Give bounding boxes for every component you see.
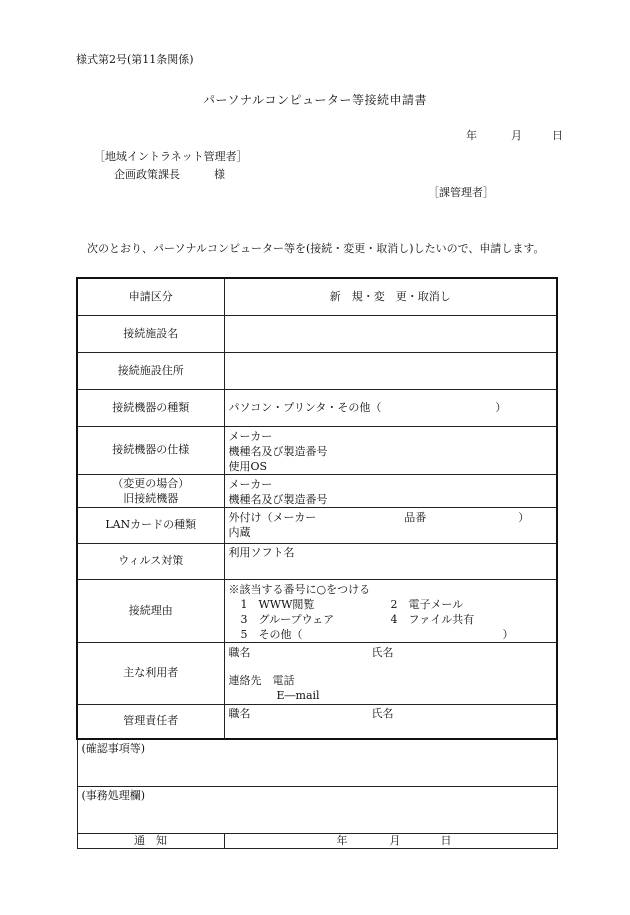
facility-address-field[interactable] — [224, 352, 557, 389]
lan-part-number: 品番 — [404, 510, 427, 524]
spec-maker: メーカー — [228, 429, 273, 443]
honorific: 様 — [214, 168, 225, 181]
virus-field[interactable] — [224, 543, 557, 579]
application-table — [76, 277, 558, 849]
virus-software: 利用ソフト名 — [228, 545, 295, 559]
facility-name-label: 接続施設名 — [77, 315, 224, 352]
user-contact: 連絡先 電話 — [228, 673, 295, 687]
manager-job-title: 職名 — [228, 706, 251, 720]
reason-email[interactable]: 2 電子メール — [390, 597, 464, 611]
spec-label: 接続機器の仕様 — [77, 426, 224, 474]
device-type-close: ） — [495, 400, 507, 414]
spec-os: 使用OS — [228, 459, 268, 473]
notice-day: 日 — [440, 833, 452, 847]
confirm-label: (確認事項等) — [81, 742, 146, 755]
device-type-field[interactable] — [224, 389, 557, 426]
intro-text: 次のとおり、パーソナルコンピューター等を(接続・変更・取消し)したいので、申請します。 — [87, 242, 545, 255]
facility-address-label: 接続施設住所 — [77, 352, 224, 389]
device-type-value: パソコン・プリンタ・その他（ — [228, 400, 382, 414]
reason-field[interactable] — [224, 579, 557, 642]
chief-title: 企画政策課長 — [114, 168, 180, 181]
application-date — [466, 129, 563, 142]
lan-internal: 内蔵 — [228, 525, 251, 539]
old-device-field[interactable] — [224, 474, 557, 507]
facility-name-field[interactable] — [224, 315, 557, 352]
device-type-label: 接続機器の種類 — [77, 389, 224, 426]
form-number: 様式第2号(第11条関係) — [76, 53, 194, 66]
addressee-chief — [114, 168, 225, 181]
user-field[interactable] — [224, 642, 557, 704]
user-name: 氏名 — [371, 645, 394, 659]
user-job-title: 職名 — [228, 645, 251, 659]
manager-name: 氏名 — [371, 706, 394, 720]
notice-label: 通 知 — [77, 833, 224, 848]
reason-close: ） — [502, 627, 514, 641]
old-device-title: 旧接続機器 — [123, 491, 179, 505]
user-label: 主な利用者 — [77, 642, 224, 704]
spec-field[interactable] — [224, 426, 557, 474]
reason-label: 接続理由 — [77, 579, 224, 642]
date-year: 年 — [466, 129, 477, 142]
type-value[interactable]: 新 規・変 更・取消し — [224, 278, 557, 315]
reason-www[interactable]: 1 WWW閲覧 — [240, 597, 315, 611]
reason-file-share[interactable]: 4 ファイル共有 — [390, 612, 475, 626]
virus-label: ウィルス対策 — [77, 543, 224, 579]
notice-month: 月 — [389, 833, 401, 847]
old-maker: メーカー — [228, 477, 273, 491]
office-field[interactable] — [77, 786, 557, 833]
applicant-section-manager: ［課管理者］ — [428, 186, 494, 199]
old-model: 機種名及び製造番号 — [228, 492, 328, 506]
lan-external: 外付け（メーカー — [228, 510, 317, 524]
reason-groupware[interactable]: 3 グループウェア — [240, 612, 335, 626]
old-device-label — [77, 474, 224, 507]
user-email: E―mail — [276, 688, 320, 702]
old-device-note: （変更の場合） — [112, 476, 190, 490]
manager-field[interactable] — [224, 704, 557, 739]
lan-label: LANカードの種類 — [77, 507, 224, 543]
reason-other[interactable]: 5 その他（ — [240, 627, 303, 641]
spec-model: 機種名及び製造番号 — [228, 444, 328, 458]
type-label: 申請区分 — [77, 278, 224, 315]
lan-close: ） — [518, 510, 530, 524]
page-title: パーソナルコンピューター等接続申請書 — [203, 93, 427, 107]
notice-date-field[interactable] — [224, 833, 557, 848]
date-day: 日 — [552, 129, 563, 142]
notice-year: 年 — [336, 833, 348, 847]
date-month: 月 — [511, 129, 522, 142]
manager-label: 管理責任者 — [77, 704, 224, 739]
reason-note: ※該当する番号に○をつける — [228, 582, 371, 596]
confirm-field[interactable] — [77, 739, 557, 786]
addressee-admin: ［地域イントラネット管理者］ — [94, 150, 248, 163]
lan-field[interactable] — [224, 507, 557, 543]
office-label: (事務処理欄) — [81, 788, 146, 802]
